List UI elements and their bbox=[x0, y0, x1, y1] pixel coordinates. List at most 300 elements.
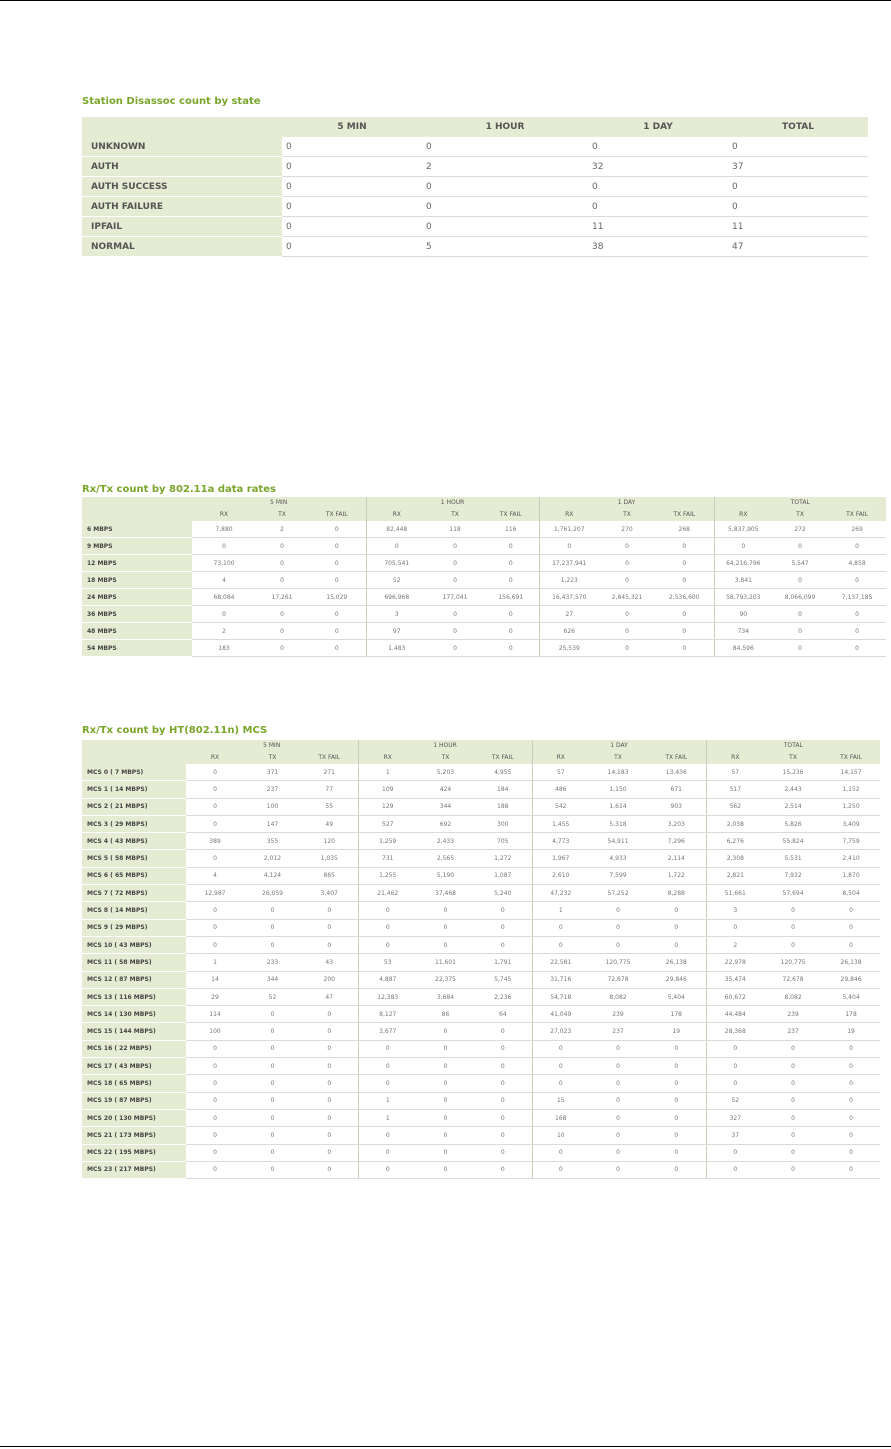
column-header: TX FAIL bbox=[474, 751, 532, 764]
table-cell: 4,887 bbox=[358, 971, 417, 988]
table-cell: 27,023 bbox=[532, 1023, 589, 1040]
table-cell: 57,252 bbox=[589, 885, 647, 902]
rates-a-table bbox=[82, 497, 886, 657]
table-cell: 26,138 bbox=[647, 954, 706, 971]
table-cell: 0 bbox=[728, 197, 868, 217]
table-cell: 0 bbox=[308, 555, 366, 572]
table-cell: 3,677 bbox=[358, 1023, 417, 1040]
row-label: AUTH bbox=[82, 157, 282, 177]
column-header: RX bbox=[366, 508, 427, 521]
table-cell: 0 bbox=[474, 1144, 532, 1161]
disassoc-header-cell bbox=[82, 117, 282, 137]
table-row bbox=[82, 1040, 880, 1057]
table-cell: 0 bbox=[589, 1075, 647, 1092]
table-cell: 0 bbox=[706, 1075, 764, 1092]
table-cell: 54,911 bbox=[589, 833, 647, 850]
table-cell: 0 bbox=[589, 936, 647, 953]
table-cell: 327 bbox=[706, 1109, 764, 1126]
table-cell: 0 bbox=[706, 1161, 764, 1178]
table-row bbox=[82, 555, 886, 572]
table-cell: 118 bbox=[427, 521, 483, 538]
table-cell: 0 bbox=[474, 1127, 532, 1144]
mcs-title: Rx/Tx count by HT(802.11n) MCS bbox=[82, 725, 268, 736]
table-cell: 11 bbox=[588, 217, 728, 237]
table-cell: 37 bbox=[728, 157, 868, 177]
table-cell: 97 bbox=[366, 623, 427, 640]
table-cell: 1,455 bbox=[532, 815, 589, 832]
column-header: TX FAIL bbox=[655, 508, 714, 521]
table-cell: 84,596 bbox=[714, 640, 772, 657]
rates-a-corner-cell bbox=[82, 508, 192, 521]
table-cell: 0 bbox=[474, 1161, 532, 1178]
table-cell: 1,967 bbox=[532, 850, 589, 867]
table-cell: 0 bbox=[822, 1161, 880, 1178]
table-cell: 0 bbox=[772, 623, 828, 640]
table-row bbox=[82, 885, 880, 902]
table-cell: 0 bbox=[539, 538, 599, 555]
table-cell: 1 bbox=[358, 764, 417, 781]
table-cell: 29,846 bbox=[647, 971, 706, 988]
table-cell: 22,375 bbox=[417, 971, 474, 988]
table-cell: 0 bbox=[301, 1023, 358, 1040]
table-cell: 0 bbox=[647, 936, 706, 953]
table-cell: 0 bbox=[417, 1075, 474, 1092]
table-cell: 178 bbox=[647, 1006, 706, 1023]
table-cell: 0 bbox=[599, 538, 655, 555]
table-row bbox=[82, 971, 880, 988]
table-cell: 47 bbox=[728, 237, 868, 257]
table-cell: 52 bbox=[244, 988, 301, 1005]
table-cell: 25,539 bbox=[539, 640, 599, 657]
table-cell: 2 bbox=[706, 936, 764, 953]
rates-a-group-header: 1 DAY bbox=[539, 497, 714, 508]
table-row bbox=[82, 137, 868, 157]
table-cell: 1 bbox=[358, 1092, 417, 1109]
table-cell: 0 bbox=[647, 902, 706, 919]
table-cell: 64 bbox=[474, 1006, 532, 1023]
table-cell: 0 bbox=[828, 606, 886, 623]
table-cell: 14,157 bbox=[822, 764, 880, 781]
table-cell: 1,150 bbox=[589, 781, 647, 798]
table-cell: 2 bbox=[192, 623, 256, 640]
rates-a-group-header: TOTAL bbox=[714, 497, 886, 508]
table-cell: 0 bbox=[772, 572, 828, 589]
table-cell: 0 bbox=[358, 1144, 417, 1161]
table-cell: 1,255 bbox=[358, 867, 417, 884]
table-cell: 0 bbox=[589, 1161, 647, 1178]
disassoc-header-cell: TOTAL bbox=[728, 117, 868, 137]
table-cell: 0 bbox=[589, 1040, 647, 1057]
table-cell: 0 bbox=[282, 157, 422, 177]
table-cell: 120,775 bbox=[589, 954, 647, 971]
table-cell: 19 bbox=[822, 1023, 880, 1040]
table-cell: 1,223 bbox=[539, 572, 599, 589]
table-cell: 0 bbox=[427, 572, 483, 589]
table-cell: 3,203 bbox=[647, 815, 706, 832]
column-header: TX bbox=[427, 508, 483, 521]
table-cell: 68,084 bbox=[192, 589, 256, 606]
table-cell: 28,368 bbox=[706, 1023, 764, 1040]
table-cell: 0 bbox=[427, 623, 483, 640]
column-header: TX FAIL bbox=[828, 508, 886, 521]
table-cell: 0 bbox=[427, 538, 483, 555]
row-label: NORMAL bbox=[82, 237, 282, 257]
table-cell: 1,870 bbox=[822, 867, 880, 884]
table-cell: 0 bbox=[366, 538, 427, 555]
table-cell: 32 bbox=[588, 157, 728, 177]
table-cell: 0 bbox=[706, 919, 764, 936]
table-row bbox=[82, 623, 886, 640]
table-cell: 0 bbox=[358, 1040, 417, 1057]
column-header: RX bbox=[192, 508, 256, 521]
table-cell: 0 bbox=[301, 936, 358, 953]
table-row bbox=[82, 781, 880, 798]
table-cell: 8,082 bbox=[764, 988, 822, 1005]
table-cell: 0 bbox=[308, 606, 366, 623]
table-row bbox=[82, 1127, 880, 1144]
table-cell: 29 bbox=[186, 988, 244, 1005]
row-label: MCS 1 ( 14 MBPS) bbox=[82, 781, 186, 798]
table-cell: 0 bbox=[532, 936, 589, 953]
table-cell: 5,190 bbox=[417, 867, 474, 884]
table-cell: 0 bbox=[301, 1109, 358, 1126]
row-label: MCS 19 ( 87 MBPS) bbox=[82, 1092, 186, 1109]
table-row bbox=[82, 988, 880, 1005]
table-cell: 0 bbox=[483, 555, 539, 572]
table-cell: 5,240 bbox=[474, 885, 532, 902]
table-cell: 237 bbox=[589, 1023, 647, 1040]
table-cell: 486 bbox=[532, 781, 589, 798]
table-cell: 5,837,905 bbox=[714, 521, 772, 538]
table-cell: 0 bbox=[308, 538, 366, 555]
column-header: TX bbox=[256, 508, 308, 521]
column-header: TX bbox=[589, 751, 647, 764]
table-cell: 0 bbox=[186, 936, 244, 953]
table-cell: 371 bbox=[244, 764, 301, 781]
table-cell: 239 bbox=[764, 1006, 822, 1023]
table-cell: 0 bbox=[764, 936, 822, 953]
table-cell: 0 bbox=[483, 572, 539, 589]
table-cell: 1,152 bbox=[822, 781, 880, 798]
table-cell: 5,826 bbox=[764, 815, 822, 832]
table-cell: 0 bbox=[417, 1092, 474, 1109]
row-label: AUTH FAILURE bbox=[82, 197, 282, 217]
table-cell: 0 bbox=[828, 623, 886, 640]
table-cell: 0 bbox=[192, 538, 256, 555]
table-cell: 0 bbox=[828, 572, 886, 589]
row-label: 36 MBPS bbox=[82, 606, 192, 623]
row-label: MCS 15 ( 144 MBPS) bbox=[82, 1023, 186, 1040]
table-cell: 183 bbox=[192, 640, 256, 657]
table-cell: 53 bbox=[358, 954, 417, 971]
mcs-group-header: 1 HOUR bbox=[358, 740, 532, 751]
table-cell: 73,100 bbox=[192, 555, 256, 572]
table-cell: 0 bbox=[655, 640, 714, 657]
table-cell: 705 bbox=[474, 833, 532, 850]
rates-a-group-row bbox=[82, 497, 886, 508]
table-cell: 0 bbox=[358, 1058, 417, 1075]
row-label: MCS 2 ( 21 MBPS) bbox=[82, 798, 186, 815]
table-cell: 4,773 bbox=[532, 833, 589, 850]
table-cell: 0 bbox=[301, 1006, 358, 1023]
table-cell: 0 bbox=[772, 538, 828, 555]
table-cell: 4,955 bbox=[474, 764, 532, 781]
table-cell: 0 bbox=[244, 902, 301, 919]
column-header: TX FAIL bbox=[308, 508, 366, 521]
table-cell: 2,114 bbox=[647, 850, 706, 867]
table-cell: 0 bbox=[301, 1075, 358, 1092]
table-cell: 0 bbox=[532, 1040, 589, 1057]
table-cell: 5 bbox=[422, 237, 588, 257]
table-cell: 0 bbox=[301, 1040, 358, 1057]
table-cell: 2,610 bbox=[532, 867, 589, 884]
table-cell: 1,035 bbox=[301, 850, 358, 867]
table-cell: 3,407 bbox=[301, 885, 358, 902]
table-cell: 184 bbox=[474, 781, 532, 798]
row-label: MCS 22 ( 195 MBPS) bbox=[82, 1144, 186, 1161]
disassoc-header-cell: 1 HOUR bbox=[422, 117, 588, 137]
table-row bbox=[82, 237, 868, 257]
table-cell: 0 bbox=[474, 902, 532, 919]
table-cell: 4 bbox=[192, 572, 256, 589]
table-row bbox=[82, 1161, 880, 1178]
table-cell: 4,124 bbox=[244, 867, 301, 884]
row-label: MCS 23 ( 217 MBPS) bbox=[82, 1161, 186, 1178]
rates-a-subheader-row bbox=[82, 508, 886, 521]
table-cell: 0 bbox=[417, 936, 474, 953]
table-cell: 0 bbox=[822, 902, 880, 919]
table-cell: 0 bbox=[417, 1040, 474, 1057]
table-cell: 0 bbox=[647, 1144, 706, 1161]
table-cell: 0 bbox=[417, 919, 474, 936]
column-header: TX bbox=[244, 751, 301, 764]
table-cell: 22,581 bbox=[532, 954, 589, 971]
row-label: 6 MBPS bbox=[82, 521, 192, 538]
table-row bbox=[82, 867, 880, 884]
table-cell: 2,410 bbox=[822, 850, 880, 867]
mcs-subheader-row bbox=[82, 751, 880, 764]
table-cell: 0 bbox=[244, 1161, 301, 1178]
table-cell: 15,029 bbox=[308, 589, 366, 606]
table-cell: 0 bbox=[186, 1109, 244, 1126]
table-cell: 0 bbox=[244, 1023, 301, 1040]
table-cell: 3,841 bbox=[714, 572, 772, 589]
row-label: 54 MBPS bbox=[82, 640, 192, 657]
table-cell: 1,614 bbox=[589, 798, 647, 815]
table-cell: 272 bbox=[772, 521, 828, 538]
table-row bbox=[82, 589, 886, 606]
table-cell: 0 bbox=[647, 1092, 706, 1109]
table-cell: 0 bbox=[186, 1144, 244, 1161]
table-cell: 0 bbox=[427, 640, 483, 657]
table-cell: 8,504 bbox=[822, 885, 880, 902]
table-cell: 26,138 bbox=[822, 954, 880, 971]
table-cell: 0 bbox=[532, 1161, 589, 1178]
table-cell: 0 bbox=[301, 1127, 358, 1144]
table-cell: 8,066,099 bbox=[772, 589, 828, 606]
table-cell: 11 bbox=[728, 217, 868, 237]
row-label: MCS 12 ( 87 MBPS) bbox=[82, 971, 186, 988]
table-cell: 0 bbox=[828, 538, 886, 555]
table-cell: 0 bbox=[822, 1127, 880, 1144]
table-cell: 0 bbox=[474, 1092, 532, 1109]
table-cell: 0 bbox=[764, 902, 822, 919]
table-row bbox=[82, 572, 886, 589]
table-cell: 0 bbox=[417, 1144, 474, 1161]
table-cell: 0 bbox=[301, 1058, 358, 1075]
table-cell: 72,678 bbox=[589, 971, 647, 988]
table-cell: 0 bbox=[764, 1058, 822, 1075]
table-cell: 1 bbox=[358, 1109, 417, 1126]
table-cell: 10 bbox=[532, 1127, 589, 1144]
table-cell: 0 bbox=[822, 936, 880, 953]
table-cell: 0 bbox=[301, 1144, 358, 1161]
table-cell: 0 bbox=[764, 1075, 822, 1092]
table-cell: 0 bbox=[474, 1075, 532, 1092]
table-cell: 0 bbox=[256, 555, 308, 572]
table-row bbox=[82, 1006, 880, 1023]
table-cell: 0 bbox=[186, 815, 244, 832]
table-cell: 0 bbox=[822, 1109, 880, 1126]
table-cell: 7,296 bbox=[647, 833, 706, 850]
table-cell: 0 bbox=[589, 902, 647, 919]
table-cell: 0 bbox=[822, 1058, 880, 1075]
table-cell: 116 bbox=[483, 521, 539, 538]
table-cell: 671 bbox=[647, 781, 706, 798]
mcs-corner-cell bbox=[82, 740, 186, 751]
table-cell: 7,932 bbox=[764, 867, 822, 884]
table-cell: 200 bbox=[301, 971, 358, 988]
table-cell: 0 bbox=[308, 640, 366, 657]
table-cell: 0 bbox=[282, 137, 422, 157]
table-cell: 35,474 bbox=[706, 971, 764, 988]
table-cell: 0 bbox=[244, 1109, 301, 1126]
table-row bbox=[82, 157, 868, 177]
table-cell: 1 bbox=[186, 954, 244, 971]
table-cell: 27 bbox=[539, 606, 599, 623]
table-cell: 0 bbox=[647, 919, 706, 936]
column-header: RX bbox=[706, 751, 764, 764]
row-label: IPFAIL bbox=[82, 217, 282, 237]
table-cell: 14 bbox=[186, 971, 244, 988]
table-cell: 2 bbox=[422, 157, 588, 177]
disassoc-header-row bbox=[82, 117, 868, 137]
column-header: RX bbox=[186, 751, 244, 764]
table-cell: 168 bbox=[532, 1109, 589, 1126]
table-cell: 55,824 bbox=[764, 833, 822, 850]
table-cell: 1,722 bbox=[647, 867, 706, 884]
table-cell: 0 bbox=[358, 1075, 417, 1092]
table-cell: 0 bbox=[417, 1161, 474, 1178]
table-cell: 0 bbox=[706, 1058, 764, 1075]
page-bottom-rule bbox=[0, 1446, 891, 1447]
table-cell: 5,318 bbox=[589, 815, 647, 832]
table-cell: 0 bbox=[483, 606, 539, 623]
table-cell: 0 bbox=[186, 798, 244, 815]
table-cell: 0 bbox=[728, 177, 868, 197]
table-cell: 19 bbox=[647, 1023, 706, 1040]
table-cell: 100 bbox=[186, 1023, 244, 1040]
table-cell: 37,468 bbox=[417, 885, 474, 902]
table-cell: 0 bbox=[256, 572, 308, 589]
table-cell: 0 bbox=[532, 1144, 589, 1161]
table-cell: 8,127 bbox=[358, 1006, 417, 1023]
table-cell: 0 bbox=[244, 1144, 301, 1161]
table-cell: 5,531 bbox=[764, 850, 822, 867]
table-row bbox=[82, 521, 886, 538]
table-cell: 44,484 bbox=[706, 1006, 764, 1023]
table-cell: 271 bbox=[301, 764, 358, 781]
mcs-group-row bbox=[82, 740, 880, 751]
table-cell: 17,237,941 bbox=[539, 555, 599, 572]
table-cell: 4 bbox=[186, 867, 244, 884]
table-cell: 100 bbox=[244, 798, 301, 815]
table-cell: 0 bbox=[589, 1127, 647, 1144]
column-header: RX bbox=[532, 751, 589, 764]
table-cell: 0 bbox=[772, 606, 828, 623]
table-cell: 0 bbox=[599, 623, 655, 640]
table-cell: 2,443 bbox=[764, 781, 822, 798]
table-cell: 344 bbox=[417, 798, 474, 815]
table-cell: 2,536,600 bbox=[655, 589, 714, 606]
table-cell: 109 bbox=[358, 781, 417, 798]
table-cell: 5,404 bbox=[647, 988, 706, 1005]
column-header: RX bbox=[539, 508, 599, 521]
table-row bbox=[82, 1058, 880, 1075]
column-header: TX bbox=[764, 751, 822, 764]
table-cell: 734 bbox=[714, 623, 772, 640]
rates-a-group-header: 5 MIN bbox=[192, 497, 366, 508]
table-cell: 129 bbox=[358, 798, 417, 815]
table-cell: 1,250 bbox=[822, 798, 880, 815]
table-cell: 5,745 bbox=[474, 971, 532, 988]
table-cell: 0 bbox=[186, 850, 244, 867]
table-cell: 0 bbox=[588, 197, 728, 217]
row-label: MCS 6 ( 65 MBPS) bbox=[82, 867, 186, 884]
table-cell: 626 bbox=[539, 623, 599, 640]
table-cell: 0 bbox=[186, 1058, 244, 1075]
table-cell: 147 bbox=[244, 815, 301, 832]
table-cell: 389 bbox=[186, 833, 244, 850]
table-cell: 903 bbox=[647, 798, 706, 815]
table-cell: 0 bbox=[764, 919, 822, 936]
table-cell: 12,987 bbox=[186, 885, 244, 902]
table-cell: 6,276 bbox=[706, 833, 764, 850]
table-cell: 0 bbox=[301, 902, 358, 919]
table-cell: 562 bbox=[706, 798, 764, 815]
table-cell: 344 bbox=[244, 971, 301, 988]
table-cell: 0 bbox=[186, 919, 244, 936]
table-cell: 0 bbox=[764, 1040, 822, 1057]
table-cell: 0 bbox=[256, 640, 308, 657]
row-label: MCS 9 ( 29 MBPS) bbox=[82, 919, 186, 936]
row-label: 24 MBPS bbox=[82, 589, 192, 606]
table-cell: 52 bbox=[706, 1092, 764, 1109]
table-row bbox=[82, 606, 886, 623]
table-cell: 1,259 bbox=[358, 833, 417, 850]
table-cell: 0 bbox=[828, 640, 886, 657]
table-cell: 0 bbox=[822, 1040, 880, 1057]
table-cell: 15,236 bbox=[764, 764, 822, 781]
table-cell: 0 bbox=[427, 606, 483, 623]
table-cell: 1,087 bbox=[474, 867, 532, 884]
table-cell: 0 bbox=[647, 1127, 706, 1144]
table-cell: 269 bbox=[828, 521, 886, 538]
table-cell: 0 bbox=[244, 1127, 301, 1144]
table-cell: 0 bbox=[647, 1058, 706, 1075]
table-cell: 692 bbox=[417, 815, 474, 832]
table-cell: 0 bbox=[764, 1161, 822, 1178]
